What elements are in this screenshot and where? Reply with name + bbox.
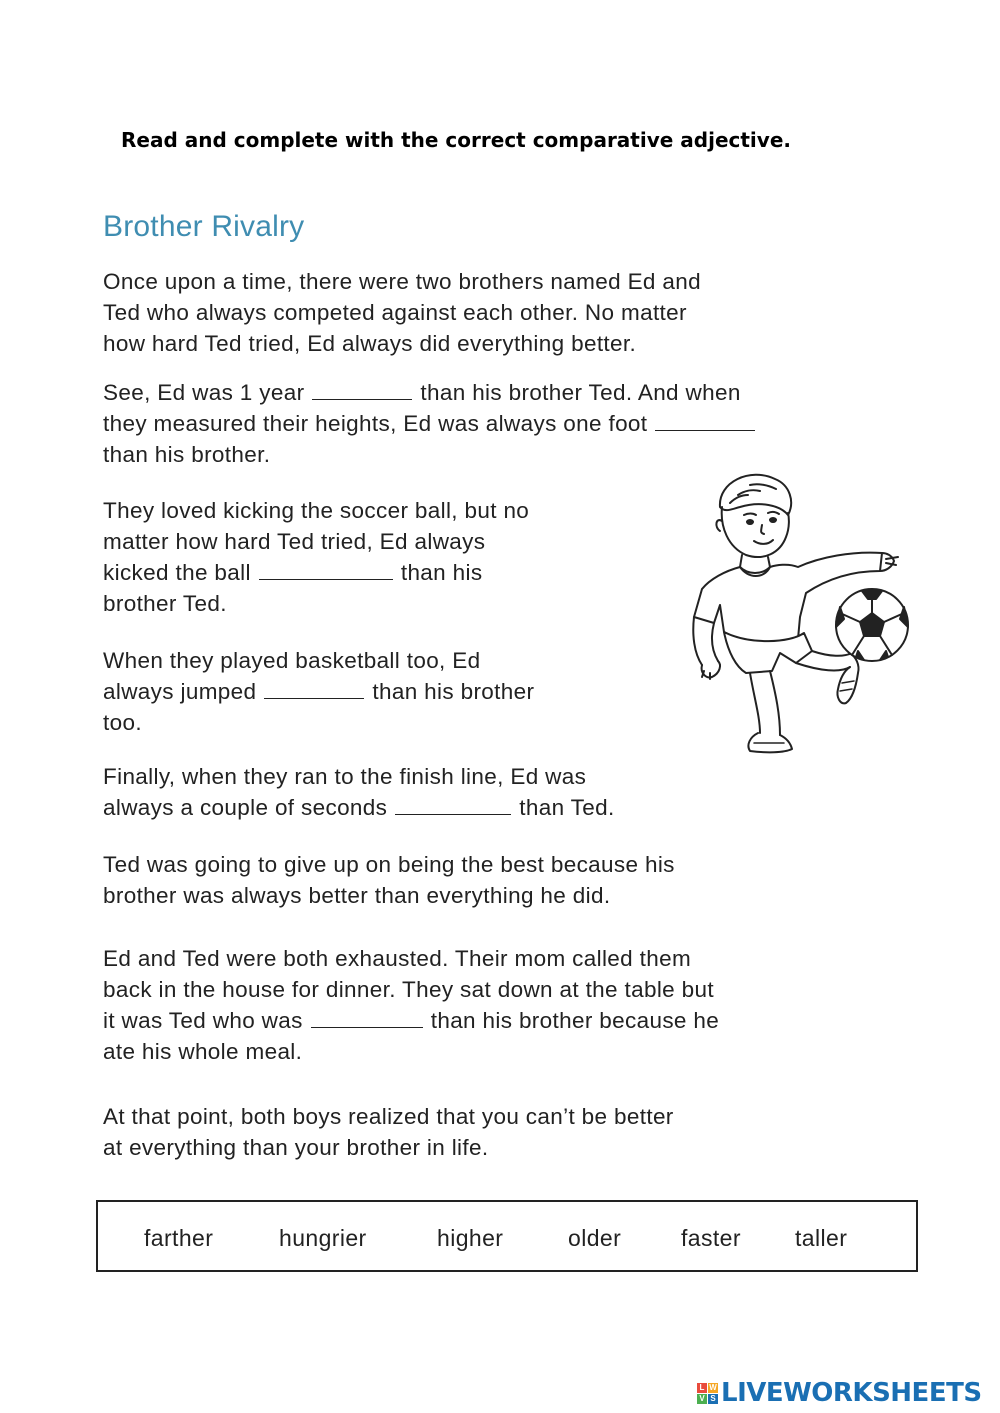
word-bank-item: older [568,1225,622,1251]
word-bank [96,1200,918,1272]
word-bank-item: faster [681,1225,741,1251]
text-fragment: than his brother Ted. And when [420,380,741,405]
story-title: Brother Rivalry [103,210,305,243]
word-bank-item: higher [437,1225,504,1251]
paragraph-2 [103,377,763,470]
boy-kicking-soccer-ball-icon [680,467,920,777]
text-line: Once upon a time, there were two brothers named Ed and [103,269,701,294]
text-fragment: they measured their heights, Ed was always one foot [103,411,648,436]
text-line: brother Ted. [103,591,227,616]
text-line: Finally, when they ran to the finish line, Ed was [103,764,587,789]
text-fragment: than his [400,560,483,585]
paragraph-1 [103,266,701,359]
text-line: matter how hard Ted tried, Ed always [103,529,486,554]
logo-badge-letter: S [708,1394,718,1404]
text-fragment: kicked the ball [103,560,251,585]
text-line [103,377,763,408]
text-line: At that point, both boys realized that you can’t be better [103,1104,674,1129]
paragraph-8 [103,1101,674,1163]
blank-answer-6[interactable] [311,1008,423,1028]
text-line: too. [103,710,142,735]
text-fragment: than his brother [372,679,535,704]
paragraph-5 [103,761,615,823]
text-line: back in the house for dinner. They sat down at the table but [103,977,714,1002]
blank-answer-4[interactable] [264,679,364,699]
text-line [103,676,534,707]
text-line: Ted who always competed against each other. No matter [103,300,687,325]
text-line: at everything than your brother in life. [103,1135,489,1160]
blank-answer-3[interactable] [259,560,393,580]
word-bank-item: taller [795,1225,848,1251]
instruction-text: Read and complete with the correct comparative adjective. [121,128,791,152]
word-bank-item: hungrier [279,1225,367,1251]
logo-text: LIVEWORKSHEETS [721,1378,982,1408]
text-line: They loved kicking the soccer ball, but no [103,498,530,523]
word-bank-item: farther [144,1225,214,1251]
logo-badge-letter: W [709,1382,717,1392]
text-line: than his brother. [103,442,271,467]
logo-badge-letter: V [697,1394,707,1404]
text-fragment: it was Ted who was [103,1008,303,1033]
text-line: ate his whole meal. [103,1039,303,1064]
text-line: Ed and Ted were both exhausted. Their mom called them [103,946,692,971]
paragraph-3 [103,495,529,619]
text-fragment: always jumped [103,679,257,704]
text-line: When they played basketball too, Ed [103,648,481,673]
blank-answer-2[interactable] [655,411,755,431]
text-line [103,408,763,439]
blank-answer-1[interactable] [312,380,412,400]
text-line: brother was always better than everything he did. [103,883,611,908]
text-fragment: than Ted. [519,795,615,820]
text-fragment: always a couple of seconds [103,795,388,820]
text-line [103,1005,719,1036]
logo-badge-letter: L [697,1383,707,1393]
text-line: how hard Ted tried, Ed always did everything better. [103,331,637,356]
liveworksheets-logo [697,1378,982,1408]
text-line [103,792,615,823]
logo-badge-icon [697,1383,718,1404]
text-fragment: See, Ed was 1 year [103,380,305,405]
paragraph-7 [103,943,719,1067]
blank-answer-5[interactable] [395,795,511,815]
paragraph-4 [103,645,534,738]
text-line: Ted was going to give up on being the best because his [103,852,675,877]
paragraph-6 [103,849,675,911]
text-fragment: than his brother because he [430,1008,720,1033]
text-line [103,557,529,588]
